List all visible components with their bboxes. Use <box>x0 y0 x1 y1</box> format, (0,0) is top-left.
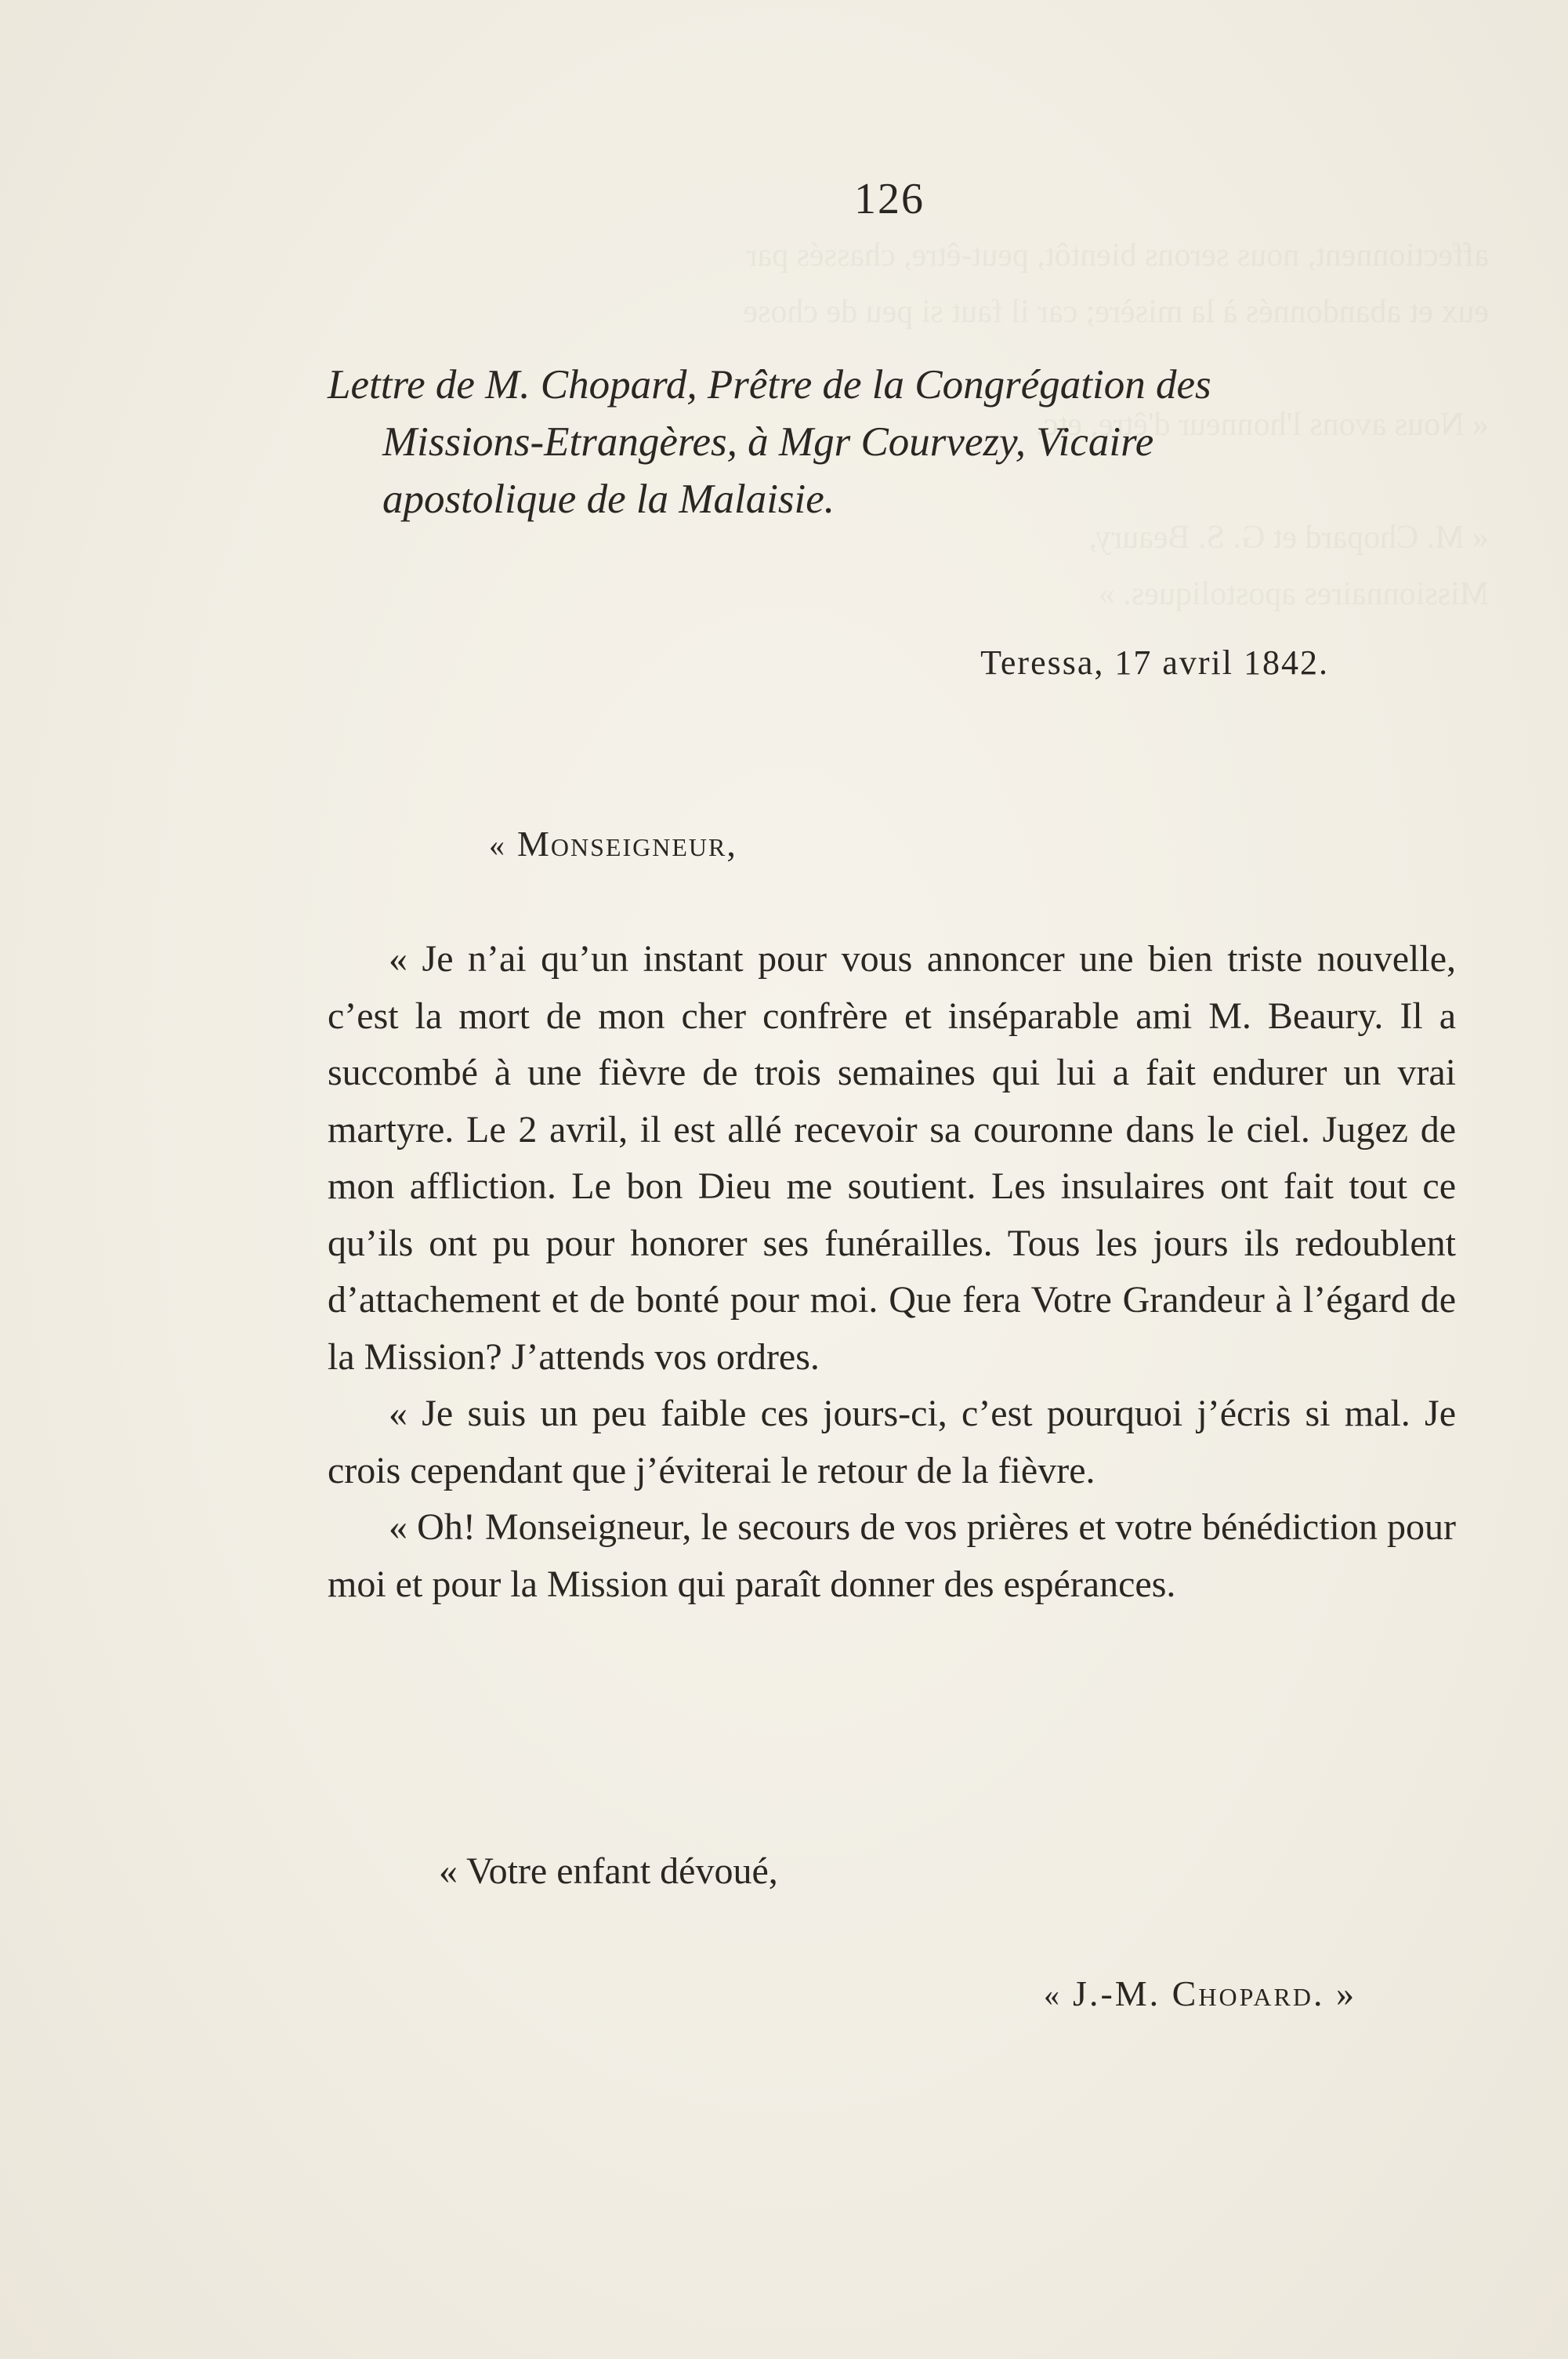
show-through-text: affectionnent, nous serons bientôt, peut-être, chassés par eux et abandonnés à la misère; car il faut si peu de chose « Nous avons l'honneur d'être, etc. « M. Chopard et G. S. Beaury, Missionnaires apostoliques. » <box>743 237 1489 612</box>
salutation-quote: « <box>489 828 506 863</box>
letter-body <box>328 931 1456 1613</box>
signature <box>1044 1973 1356 2014</box>
heading-line-3: apostolique de la Malaisie. <box>382 477 835 522</box>
paragraph-3: « Oh! Monseigneur, le secours de vos prières et votre bénédiction pour moi et pour la Mission qui paraît donner des espérances. <box>328 1506 1456 1605</box>
heading-line-2: Missions-Etrangères, à Mgr Courvezy, Vicaire <box>382 419 1154 465</box>
dateline: Teressa, 17 avril 1842. <box>980 643 1329 682</box>
signature-close-quote: » <box>1336 1973 1356 2013</box>
paragraph-1: « Je n’ai qu’un instant pour vous annoncer une bien triste nouvelle, c’est la mort de mon cher confrère et inséparable ami M. Beaury. Il a succombé à une fièvre de trois semaines qui lui a fait endurer un vrai martyre. Le 2 avril, il est allé recevoir sa couronne dans le ciel. Jugez de mon affliction. Le bon Dieu me soutient. Les insulaires ont fait tout ce qu’ils ont pu pour honorer ses funérailles. Tous les jours ils redoublent d’attachement et de bonté pour moi. Que fera Votre Grandeur à l’égard de la Mission? J’attends vos ordres. <box>328 938 1456 1378</box>
salutation-text: Monseigneur, <box>517 824 737 864</box>
signature-name: J.-M. Chopard. <box>1073 1973 1325 2013</box>
heading-line-1: Lettre de M. Chopard, Prêtre de la Congrégation des <box>328 362 1211 408</box>
signature-open-quote: « <box>1044 1977 1063 2013</box>
closing: « Votre enfant dévoué, <box>439 1850 778 1892</box>
paragraph-2: « Je suis un peu faible ces jours-ci, c’est pourquoi j’écris si mal. Je crois cependant que j’éviterai le retour de la fièvre. <box>328 1393 1456 1491</box>
salutation <box>489 823 737 864</box>
page-number: 126 <box>854 175 925 223</box>
letter-heading <box>328 357 1456 528</box>
